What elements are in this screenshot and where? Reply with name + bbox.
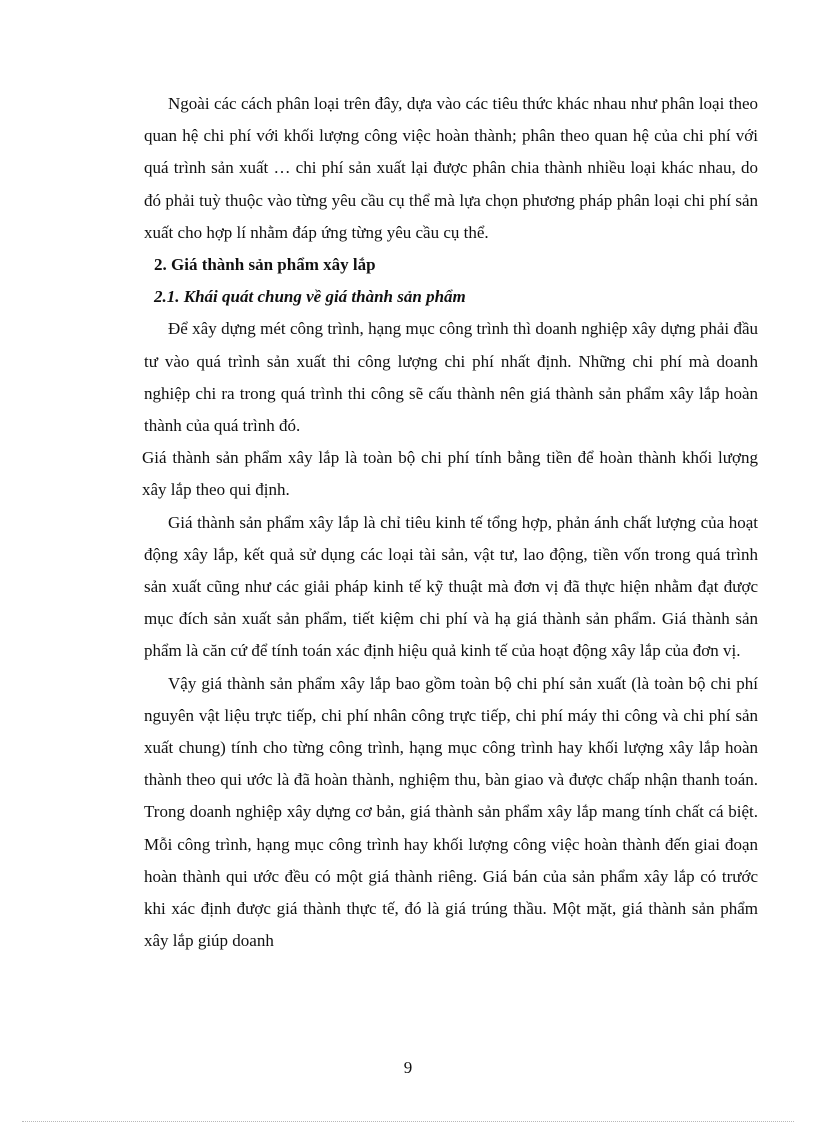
subsection-heading: 2.1. Khái quát chung về giá thành sản phẩm: [154, 287, 466, 307]
body-paragraph-economic-indicator: Giá thành sản phẩm xây lắp là chỉ tiêu kinh tế tổng hợp, phản ánh chất lượng của hoạt động xây lắp, kết quả sử dụng các loại tài sản, vật tư, lao động, tiền vốn trong quá trình sản xuất cũng như các giải pháp kinh tế kỹ thuật mà đơn vị đã thực hiện nhằm đạt được mục đích sản xuất sản phẩm, tiết kiệm chi phí và hạ giá thành sản phẩm. Giá thành sản phẩm là căn cứ để tính toán xác định hiệu quả kinh tế của hoạt động xây lắp của đơn vị.: [144, 512, 758, 661]
body-paragraph-construction-costs: Để xây dựng mét công trình, hạng mục công trình thì doanh nghiệp xây dựng phải đầu tư vào quá trình sản xuất thi công lượng chi phí nhất định. Những chi phí mà doanh nghiệp chi ra trong quá trình thi công sẽ cấu thành nên giá thành sản phẩm xây lắp hoàn thành của quá trình đó.: [144, 319, 758, 436]
footer-divider: [22, 1121, 794, 1122]
section-heading: 2. Giá thành sản phẩm xây lắp: [154, 255, 376, 275]
body-paragraph-definition: Giá thành sản phẩm xây lắp là toàn bộ chi phí tính bằng tiền để hoàn thành khối lượng xây lắp theo qui định.: [142, 448, 758, 500]
page-number: 9: [403, 1058, 413, 1077]
body-paragraph-total-costs: Vậy giá thành sản phẩm xây lắp bao gồm toàn bộ chi phí sản xuất (là toàn bộ chi phí nguyên vật liệu trực tiếp, chi phí nhân công trực tiếp, chi phí máy thi công và chi phí sản xuất chung) tính cho từng công trình, hạng mục công trình hay khối lượng xây lắp hoàn thành theo qui ước là đã hoàn thành, nghiệm thu, bàn giao và được chấp nhận thanh toán. Trong doanh nghiệp xây dựng cơ bản, giá thành sản phẩm xây lắp mang tính chất cá biệt. Mỗi công trình, hạng mục công trình hay khối lượng công việc hoàn thành đến giai đoạn hoàn thành qui ước đều có một giá thành riêng. Giá bán của sản phẩm xây lắp có trước khi xác định được giá thành thực tế, đó là giá trúng thầu. Một mặt, giá thành sản phẩm xây lắp giúp doanh: [144, 673, 758, 951]
document-page: [144, 88, 758, 957]
body-paragraph-classification: Ngoài các cách phân loại trên đây, dựa vào các tiêu thức khác nhau như phân loại theo quan hệ chi phí với khối lượng công việc hoàn thành; phân theo quan hệ của chi phí với quá trình sản xuất … chi phí sản xuất lại được phân chia thành nhiều loại khác nhau, do đó phải tuỳ thuộc vào từng yêu cầu cụ thể mà lựa chọn phương pháp phân loại chi phí sản xuất cho hợp lí nhằm đáp ứng từng yêu cầu cụ thể.: [144, 94, 758, 242]
